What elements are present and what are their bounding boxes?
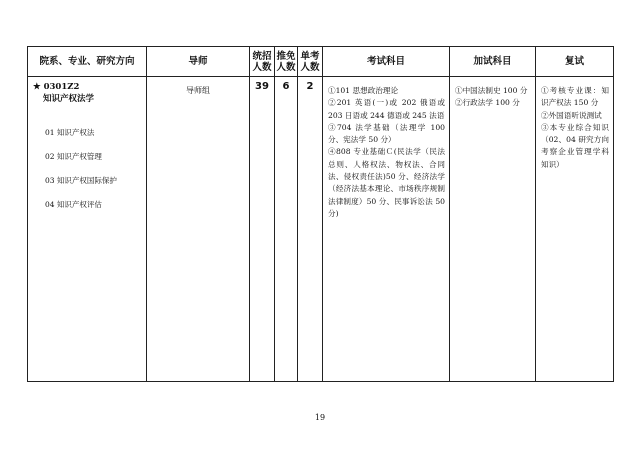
single-exam-count: 2 bbox=[298, 77, 323, 382]
recommended-count: 6 bbox=[275, 77, 298, 382]
retest-item: ②外国语听说测试 bbox=[541, 110, 602, 120]
direction-item: 02 知识产权管理 bbox=[45, 152, 102, 161]
direction-item: 01 知识产权法 bbox=[45, 128, 95, 137]
additional-subject-item: ①中国法制史 100 分 bbox=[455, 86, 528, 95]
retest-cell bbox=[536, 77, 614, 382]
table-header-row bbox=[28, 47, 614, 77]
direction-item: 04 知识产权评估 bbox=[45, 200, 102, 209]
additional-subjects-cell bbox=[450, 77, 536, 382]
header-exam-subjects: 考试科目 bbox=[323, 47, 450, 77]
header-single-exam-line2: 人数 bbox=[300, 61, 320, 73]
header-recommended-line1: 推免 bbox=[276, 50, 296, 62]
header-single-exam-line1: 单考 bbox=[300, 50, 320, 62]
header-additional-subjects: 加试科目 bbox=[450, 47, 536, 77]
direction-item: 03 知识产权国际保护 bbox=[45, 176, 117, 185]
table-row bbox=[28, 77, 614, 382]
direction-list bbox=[28, 127, 146, 211]
header-recommended bbox=[275, 47, 298, 77]
major-code: ★ 0301Z2 bbox=[33, 82, 80, 92]
header-unified-enroll-line2: 人数 bbox=[252, 61, 272, 73]
major bbox=[28, 77, 146, 105]
page-number: 19 bbox=[314, 413, 326, 422]
header-tutor: 导师 bbox=[147, 47, 250, 77]
header-retest: 复试 bbox=[536, 47, 614, 77]
exam-subject-item: ④808 专业基础Ｃ(民法学（民法总则、人格权法、物权法、合同法、侵权责任法)50 分、经济法学（经济法基本理论、市场秩序规制法律制度）50 分、民事诉讼法 50 分) bbox=[328, 147, 445, 218]
unified-count: 39 bbox=[250, 77, 275, 382]
exam-subjects-cell bbox=[323, 77, 450, 382]
header-unified-enroll bbox=[250, 47, 275, 77]
exam-subject-item: ①101 思想政治理论 bbox=[328, 86, 399, 95]
department-cell bbox=[28, 77, 147, 382]
additional-subject-item: ②行政法学 100 分 bbox=[455, 98, 520, 108]
header-single-exam bbox=[298, 47, 323, 77]
tutor-cell: 导师组 bbox=[147, 77, 250, 382]
exam-subject-item: ③704 法学基础（法理学 100 分、宪法学 50 分） bbox=[328, 122, 445, 145]
header-department: 院系、专业、研究方向 bbox=[28, 47, 147, 77]
major-name: 知识产权法学 bbox=[43, 94, 95, 104]
retest-item: ①考核专业课：知识产权法 150 分 bbox=[541, 86, 609, 108]
header-unified-enroll-line1: 统招 bbox=[252, 50, 272, 62]
retest-item: ③本专业综合知识（02、04 研究方向考察企业管理学科知识） bbox=[541, 122, 609, 169]
admissions-table bbox=[27, 46, 614, 382]
exam-subject-item: ②201 英语(一)或 202 俄语或 203 日语或 244 德语或 245 法语 bbox=[328, 98, 445, 120]
header-recommended-line2: 人数 bbox=[276, 61, 296, 73]
